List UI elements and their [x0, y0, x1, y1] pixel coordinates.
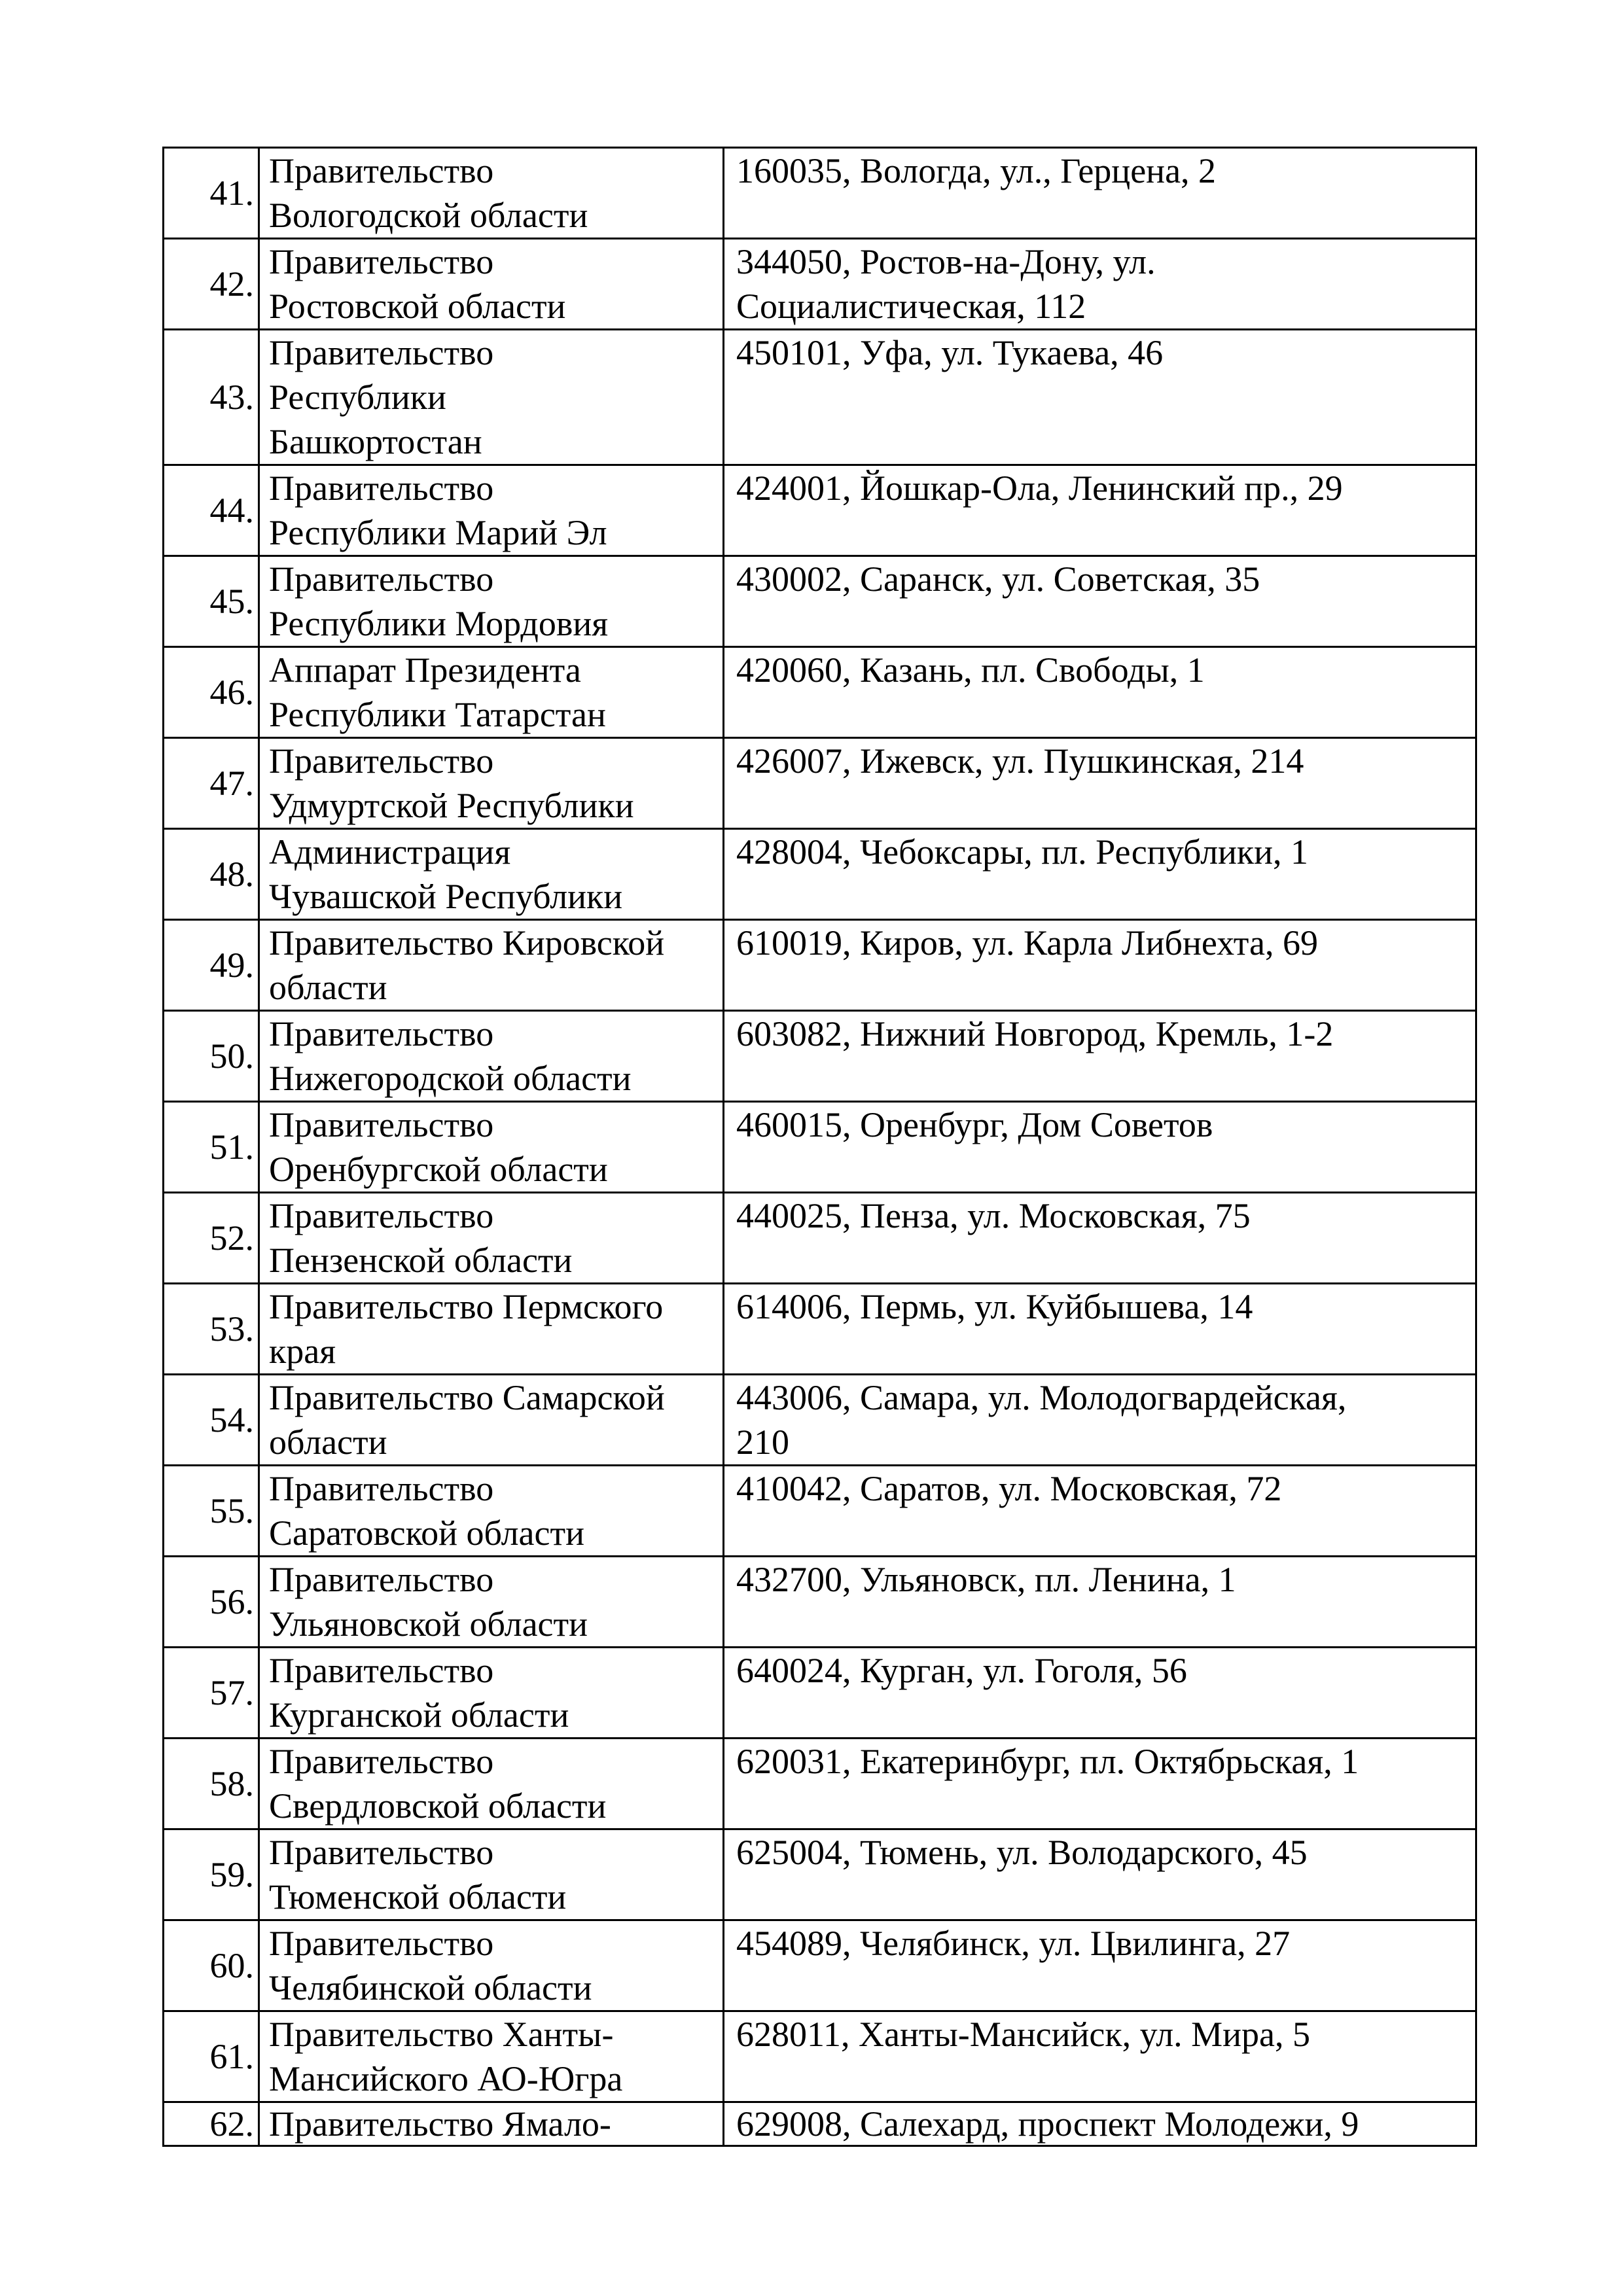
address-table-body — [164, 148, 1476, 2146]
row-number: 44. — [164, 465, 259, 556]
table-row — [164, 1648, 1476, 1739]
row-number: 61. — [164, 2011, 259, 2102]
organization-name: Правительство Пермского края — [259, 1284, 724, 1375]
table-row — [164, 239, 1476, 330]
row-number: 62. — [164, 2102, 259, 2146]
postal-address: 344050, Ростов-на-Дону, ул. Социалистическая, 112 — [724, 239, 1476, 330]
table-row — [164, 465, 1476, 556]
postal-address: 160035, Вологда, ул., Герцена, 2 — [724, 148, 1476, 239]
row-number: 48. — [164, 829, 259, 920]
postal-address: 603082, Нижний Новгород, Кремль, 1-2 — [724, 1011, 1476, 1102]
table-row — [164, 829, 1476, 920]
row-number: 58. — [164, 1739, 259, 1829]
table-row — [164, 920, 1476, 1011]
postal-address: 610019, Киров, ул. Карла Либнехта, 69 — [724, 920, 1476, 1011]
row-number: 54. — [164, 1375, 259, 1466]
postal-address: 428004, Чебоксары, пл. Республики, 1 — [724, 829, 1476, 920]
postal-address: 625004, Тюмень, ул. Володарского, 45 — [724, 1829, 1476, 1920]
postal-address: 640024, Курган, ул. Гоголя, 56 — [724, 1648, 1476, 1739]
organization-name: Правительство Ямало- — [259, 2102, 724, 2146]
row-number: 56. — [164, 1557, 259, 1648]
table-row — [164, 330, 1476, 465]
organization-name: Правительство Самарской области — [259, 1375, 724, 1466]
row-number: 59. — [164, 1829, 259, 1920]
postal-address: 620031, Екатеринбург, пл. Октябрьская, 1 — [724, 1739, 1476, 1829]
row-number: 60. — [164, 1920, 259, 2011]
table-row — [164, 2102, 1476, 2146]
row-number: 45. — [164, 556, 259, 647]
table-row — [164, 1739, 1476, 1829]
organization-name: Правительство Челябинской области — [259, 1920, 724, 2011]
table-row — [164, 1011, 1476, 1102]
organization-name: Правительство Республики Башкортостан — [259, 330, 724, 465]
organization-name: Правительство Ханты- Мансийского АО-Югра — [259, 2011, 724, 2102]
postal-address: 450101, Уфа, ул. Тукаева, 46 — [724, 330, 1476, 465]
postal-address: 426007, Ижевск, ул. Пушкинская, 214 — [724, 738, 1476, 829]
organization-name: Правительство Ульяновской области — [259, 1557, 724, 1648]
table-row — [164, 1193, 1476, 1284]
table-row — [164, 2011, 1476, 2102]
organization-name: Правительство Оренбургской области — [259, 1102, 724, 1193]
row-number: 43. — [164, 330, 259, 465]
row-number: 53. — [164, 1284, 259, 1375]
organization-name: Правительство Кировской области — [259, 920, 724, 1011]
table-row — [164, 556, 1476, 647]
table-row — [164, 1466, 1476, 1557]
row-number: 47. — [164, 738, 259, 829]
organization-name: Правительство Нижегородской области — [259, 1011, 724, 1102]
organization-name: Правительство Пензенской области — [259, 1193, 724, 1284]
postal-address: 614006, Пермь, ул. Куйбышева, 14 — [724, 1284, 1476, 1375]
row-number: 55. — [164, 1466, 259, 1557]
address-table — [162, 147, 1477, 2147]
row-number: 52. — [164, 1193, 259, 1284]
table-row — [164, 1920, 1476, 2011]
row-number: 46. — [164, 647, 259, 738]
postal-address: 443006, Самара, ул. Молодогвардейская, 210 — [724, 1375, 1476, 1466]
table-row — [164, 1284, 1476, 1375]
organization-name: Администрация Чувашской Республики — [259, 829, 724, 920]
organization-name: Правительство Республики Мордовия — [259, 556, 724, 647]
postal-address: 410042, Саратов, ул. Московская, 72 — [724, 1466, 1476, 1557]
postal-address: 628011, Ханты-Мансийск, ул. Мира, 5 — [724, 2011, 1476, 2102]
postal-address: 454089, Челябинск, ул. Цвилинга, 27 — [724, 1920, 1476, 2011]
table-row — [164, 1375, 1476, 1466]
organization-name: Правительство Тюменской области — [259, 1829, 724, 1920]
organization-name: Правительство Удмуртской Республики — [259, 738, 724, 829]
table-row — [164, 1102, 1476, 1193]
row-number: 42. — [164, 239, 259, 330]
row-number: 51. — [164, 1102, 259, 1193]
organization-name: Правительство Саратовской области — [259, 1466, 724, 1557]
organization-name: Аппарат Президента Республики Татарстан — [259, 647, 724, 738]
row-number: 41. — [164, 148, 259, 239]
row-number: 50. — [164, 1011, 259, 1102]
organization-name: Правительство Вологодской области — [259, 148, 724, 239]
postal-address: 430002, Саранск, ул. Советская, 35 — [724, 556, 1476, 647]
table-row — [164, 647, 1476, 738]
table-row — [164, 1829, 1476, 1920]
row-number: 49. — [164, 920, 259, 1011]
organization-name: Правительство Курганской области — [259, 1648, 724, 1739]
postal-address: 424001, Йошкар-Ола, Ленинский пр., 29 — [724, 465, 1476, 556]
table-row — [164, 738, 1476, 829]
organization-name: Правительство Свердловской области — [259, 1739, 724, 1829]
postal-address: 460015, Оренбург, Дом Советов — [724, 1102, 1476, 1193]
postal-address: 629008, Салехард, проспект Молодежи, 9 — [724, 2102, 1476, 2146]
table-row — [164, 1557, 1476, 1648]
postal-address: 420060, Казань, пл. Свободы, 1 — [724, 647, 1476, 738]
organization-name: Правительство Ростовской области — [259, 239, 724, 330]
organization-name: Правительство Республики Марий Эл — [259, 465, 724, 556]
postal-address: 440025, Пенза, ул. Московская, 75 — [724, 1193, 1476, 1284]
table-row — [164, 148, 1476, 239]
row-number: 57. — [164, 1648, 259, 1739]
postal-address: 432700, Ульяновск, пл. Ленина, 1 — [724, 1557, 1476, 1648]
